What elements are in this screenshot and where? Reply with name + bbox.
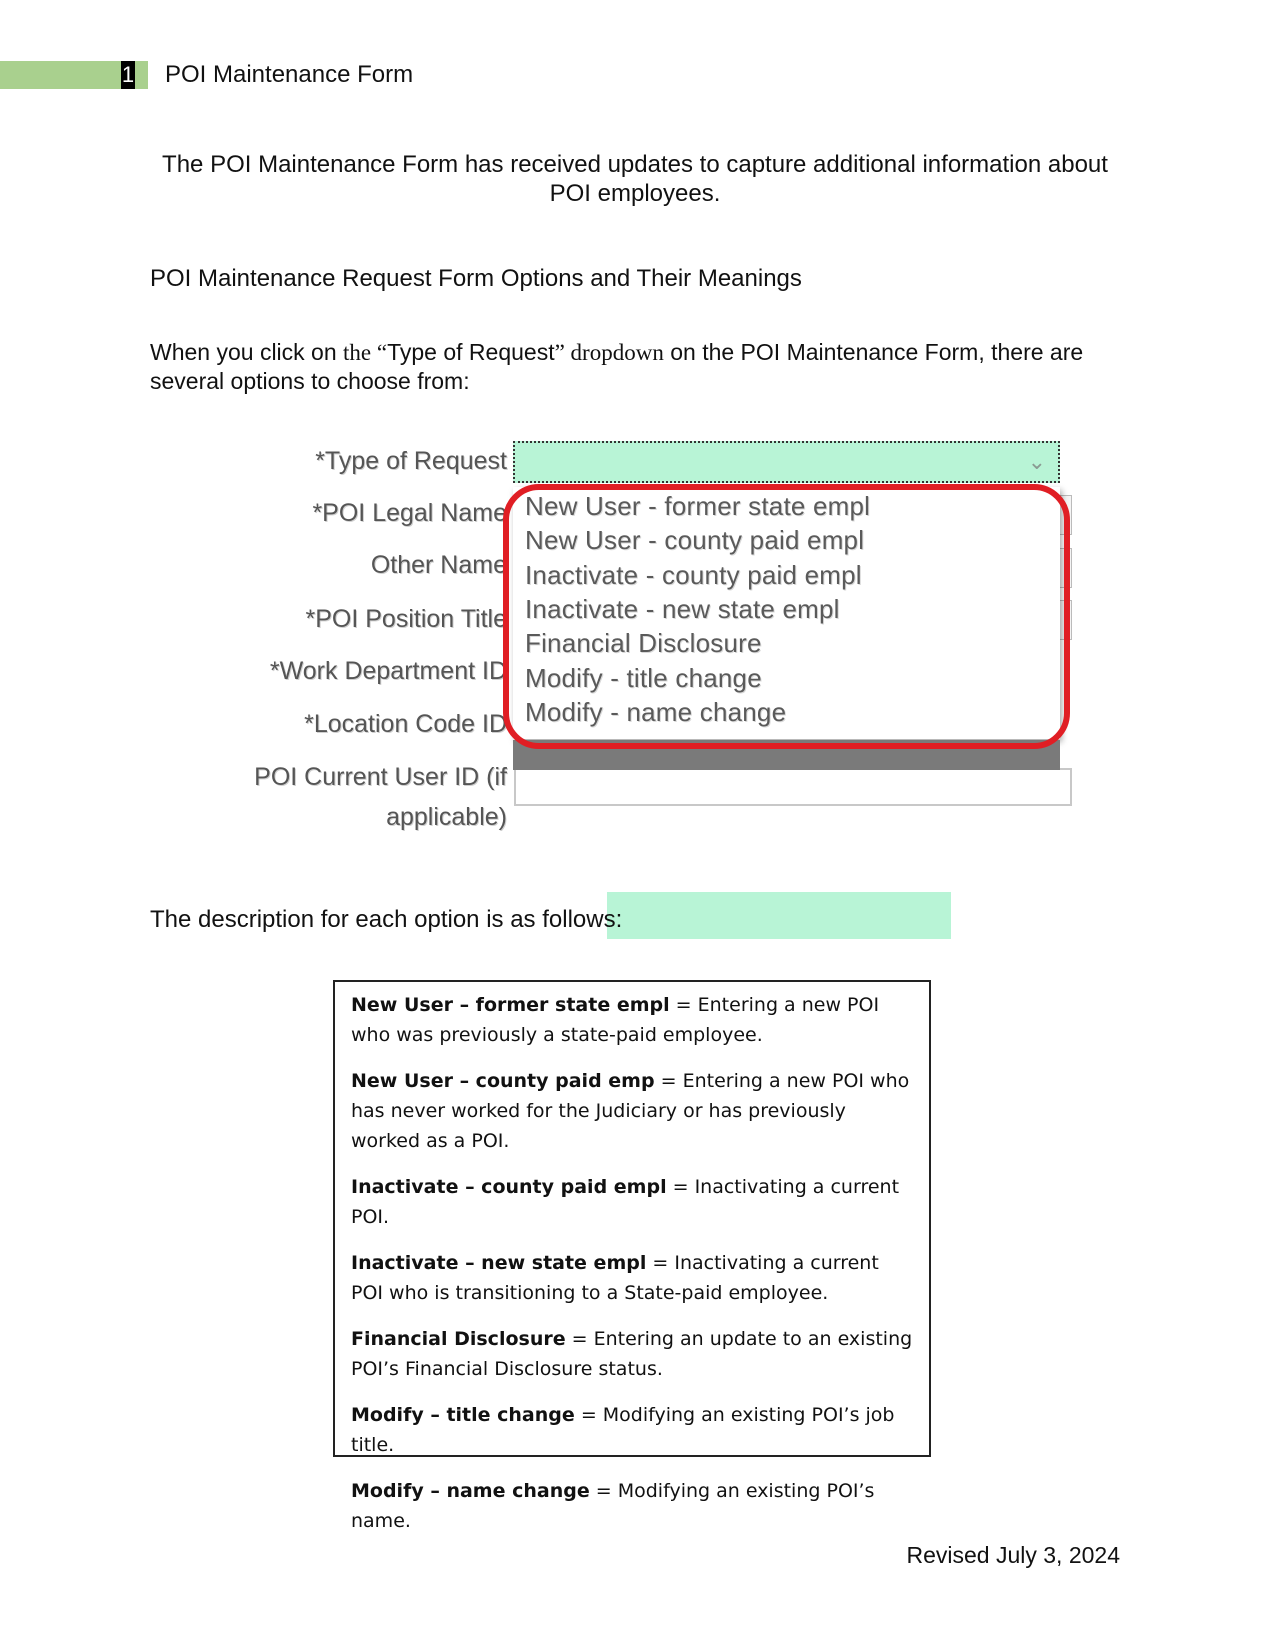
description-item [351, 1324, 915, 1384]
instructions-part: ” dropdown [554, 340, 664, 365]
dropdown-option[interactable]: Modify - title change [525, 663, 762, 693]
description-item [351, 1172, 915, 1232]
legal-name-label: *POI Legal Name [312, 499, 507, 527]
current-user-id-input[interactable] [514, 768, 1072, 806]
instructions-part: the “ [343, 340, 388, 365]
description-text: = Entering an update to an existing POI’s Financial Disclosure status. [351, 1328, 913, 1380]
description-term: Inactivate – county paid empl [351, 1176, 667, 1198]
descriptions-box [333, 980, 931, 1532]
location-code-label: *Location Code ID [304, 710, 507, 738]
instructions-part: Type of Request [387, 339, 555, 365]
description-item [351, 1248, 915, 1308]
dropdown-option[interactable]: Inactivate - new state empl [525, 594, 840, 624]
current-user-label-cont: applicable) [386, 803, 507, 831]
work-department-label: *Work Department ID [269, 657, 507, 685]
intro-paragraph: The POI Maintenance Form has received updates to capture additional information about POI employees. [162, 151, 1108, 207]
description-term: Modify – title change [351, 1404, 575, 1426]
type-of-request-select[interactable] [513, 441, 1060, 483]
description-intro: The description for each option is as follows: [150, 906, 623, 933]
description-text: = Modifying an existing POI’s job title. [351, 1404, 895, 1456]
chevron-down-icon[interactable]: ⌄ [1027, 449, 1046, 474]
description-text: = Entering a new POI who was previously a state-paid employee. [351, 994, 880, 1046]
page-title: POI Maintenance Form [165, 61, 414, 88]
description-text: = Entering a new POI who has never worked for the Judiciary or has previously worked as a POI. [351, 1070, 910, 1152]
dropdown-option[interactable]: New User - former state empl [525, 491, 871, 521]
position-title-label: *POI Position Title [305, 605, 507, 633]
section-heading: POI Maintenance Request Form Options and Their Meanings [150, 265, 802, 292]
highlight-annotation-ring [503, 484, 1070, 749]
other-name-label: Other Name [370, 551, 507, 579]
dropdown-option[interactable]: Inactivate - county paid empl [525, 560, 862, 590]
type-of-request-label: *Type of Request [315, 447, 507, 475]
description-term: Inactivate – new state empl [351, 1252, 647, 1274]
description-term: Financial Disclosure [351, 1328, 566, 1350]
description-text: = Modifying an existing POI’s name. [351, 1480, 875, 1532]
description-term: New User – former state empl [351, 994, 670, 1016]
description-term: Modify – name change [351, 1480, 590, 1502]
dropdown-option[interactable]: Modify - name change [525, 697, 787, 727]
highlight-mark [607, 892, 951, 939]
revised-date: Revised July 3, 2024 [906, 1542, 1120, 1568]
page-number: 1 [121, 62, 135, 87]
instructions-paragraph [150, 338, 1110, 396]
description-text: = Inactivating a current POI who is transitioning to a State-paid employee. [351, 1252, 879, 1304]
description-item [351, 1476, 915, 1536]
description-item [351, 1400, 915, 1460]
description-item [351, 990, 915, 1050]
description-text: = Inactivating a current POI. [351, 1176, 900, 1228]
dropdown-option[interactable]: Financial Disclosure [525, 628, 762, 658]
current-user-label: POI Current User ID (if [254, 763, 507, 791]
description-item [351, 1066, 915, 1156]
instructions-part: When you click on [150, 339, 344, 365]
instructions-part: on the POI Maintenance Form, there are several options to choose from: [150, 339, 1084, 394]
dropdown-option[interactable]: New User - county paid empl [525, 525, 865, 555]
description-term: New User – county paid emp [351, 1070, 655, 1092]
